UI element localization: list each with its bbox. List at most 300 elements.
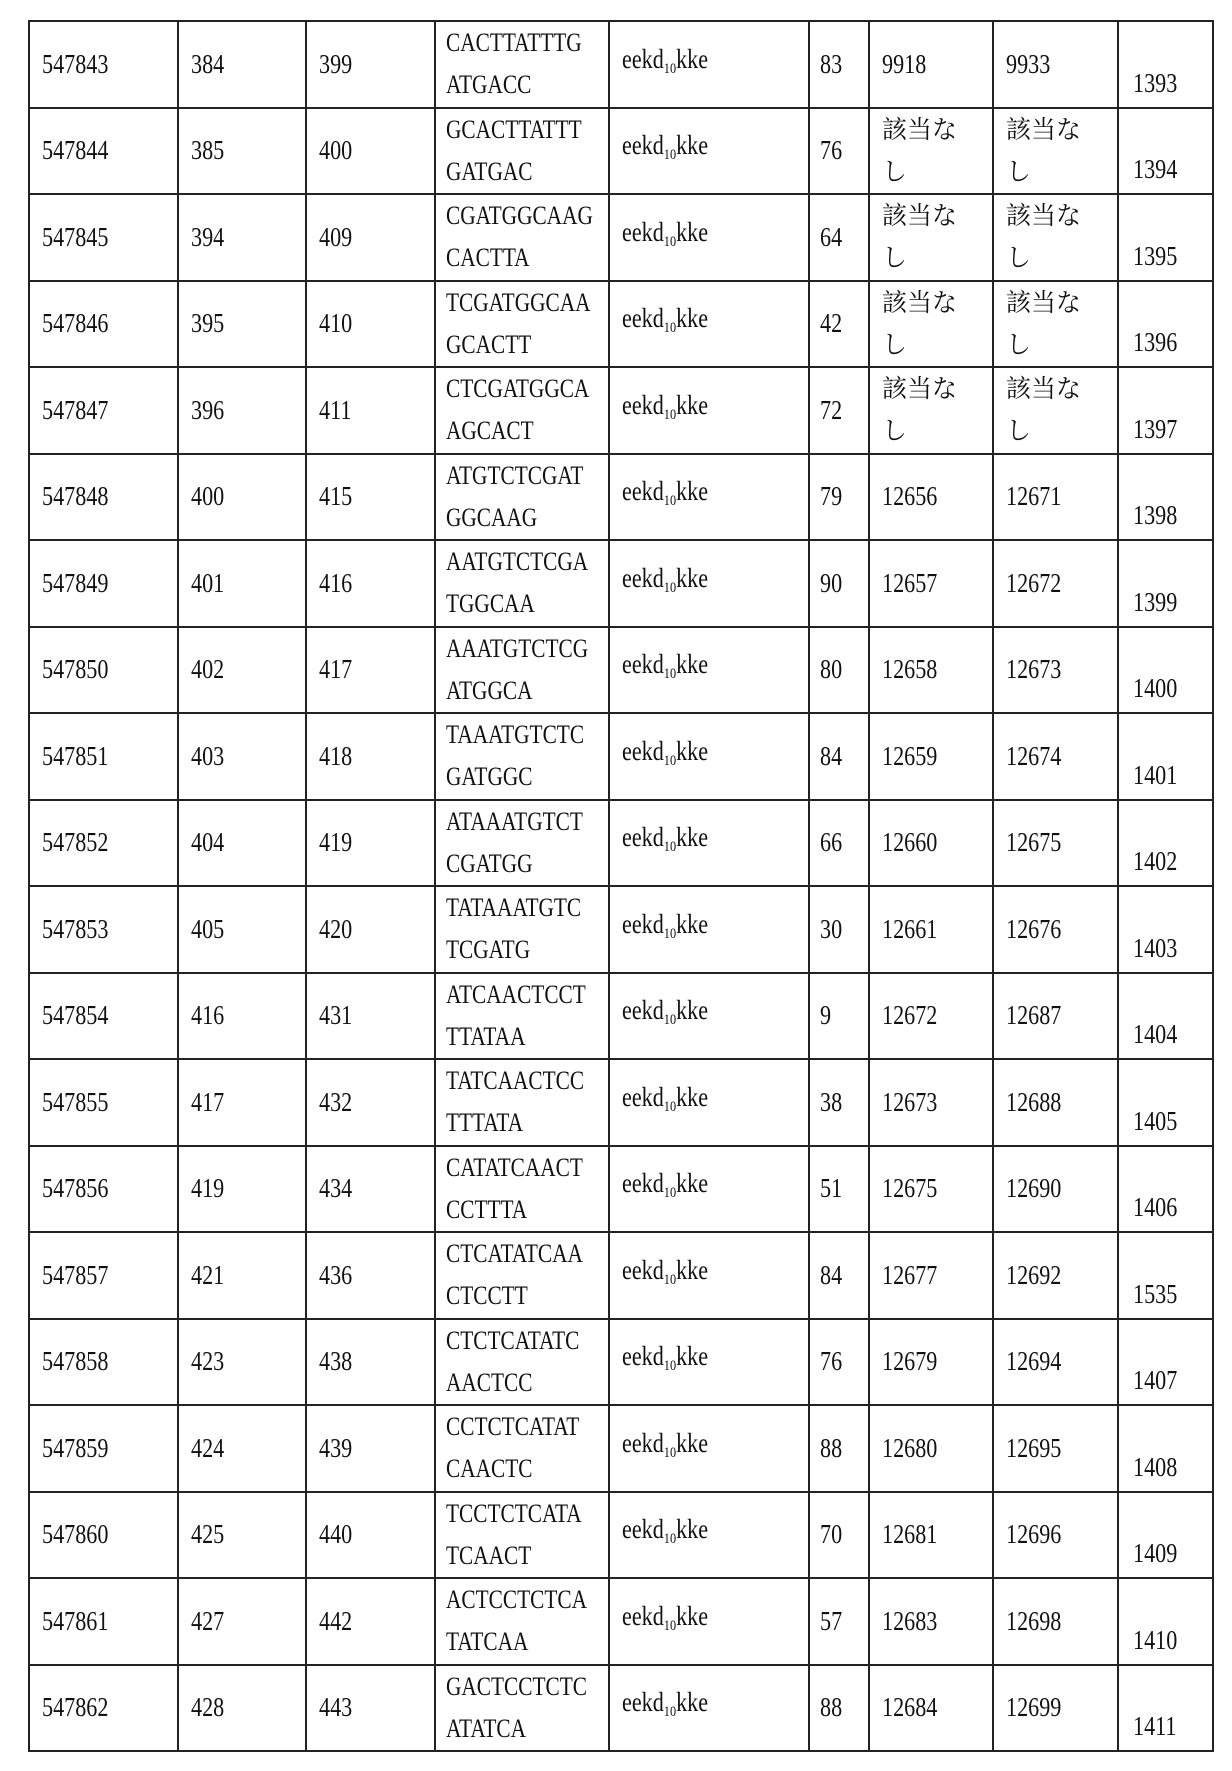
motif-subscript: 10 (664, 1358, 676, 1374)
target-stop-site: 12698 (1006, 1600, 1061, 1643)
seq-id-no: 1403 (1133, 927, 1177, 970)
isis-id-cell (29, 1665, 178, 1752)
motif-suffix: kke (676, 38, 708, 81)
sequence-line-1: CTCTCATATC (446, 1320, 579, 1362)
motif-subscript: 10 (664, 1012, 676, 1028)
sequence-line-1: CCTCTCATAT (446, 1406, 579, 1448)
table-row (29, 281, 1213, 368)
target-stop-cell (993, 627, 1118, 714)
target-stop-site: 該当なし (1006, 368, 1086, 452)
stop-cell (306, 886, 435, 973)
inhibition-percent: 57 (820, 1600, 842, 1643)
start-cell (178, 1059, 306, 1146)
target-stop-site: 12673 (1006, 648, 1061, 691)
start-site: 395 (191, 302, 224, 345)
stop-cell (306, 713, 435, 800)
stop-site: 416 (319, 562, 352, 605)
target-stop-cell (993, 886, 1118, 973)
isis-id-cell (29, 713, 178, 800)
motif-subscript: 10 (664, 1618, 676, 1634)
isis-id: 547849 (42, 562, 108, 605)
start-cell (178, 194, 306, 281)
isis-id-cell (29, 1319, 178, 1406)
inhibition-percent: 84 (820, 1254, 842, 1297)
target-stop-cell (993, 1232, 1118, 1319)
target-stop-cell (993, 1059, 1118, 1146)
seq-id-cell (1118, 540, 1213, 627)
motif-cell (609, 973, 809, 1060)
isis-id-cell (29, 1232, 178, 1319)
seq-id-cell (1118, 1319, 1213, 1406)
start-site: 427 (191, 1600, 224, 1643)
chemistry-motif (622, 124, 708, 177)
target-stop-site: 12695 (1006, 1427, 1061, 1470)
inhibition-percent: 88 (820, 1686, 842, 1729)
motif-suffix: kke (676, 297, 708, 340)
start-cell (178, 1319, 306, 1406)
motif-prefix: eekd (622, 557, 664, 600)
motif-cell (609, 800, 809, 887)
target-start-site: 12684 (882, 1686, 937, 1729)
motif-suffix: kke (676, 557, 708, 600)
stop-site: 409 (319, 216, 352, 259)
start-cell (178, 21, 306, 108)
isis-id: 547862 (42, 1686, 108, 1729)
stop-cell (306, 194, 435, 281)
seq-id-cell (1118, 1059, 1213, 1146)
seq-id-cell (1118, 21, 1213, 108)
chemistry-motif (622, 730, 708, 783)
isis-id-cell (29, 367, 178, 454)
motif-prefix: eekd (622, 1422, 664, 1465)
inhibition-percent: 38 (820, 1081, 842, 1124)
motif-prefix: eekd (622, 1249, 664, 1292)
isis-id-cell (29, 194, 178, 281)
target-start-site: 12679 (882, 1340, 937, 1383)
stop-cell (306, 1146, 435, 1233)
seq-id-no: 1404 (1133, 1013, 1177, 1056)
motif-suffix: kke (676, 1595, 708, 1638)
stop-site: 399 (319, 43, 352, 86)
sequence-line-1: CACTTATTTG (446, 22, 579, 64)
motif-subscript: 10 (664, 234, 676, 250)
table-row (29, 21, 1213, 108)
sequence-line-1: TAAATGTCTC (446, 714, 579, 756)
motif-suffix: kke (676, 1249, 708, 1292)
isis-id: 547851 (42, 735, 108, 778)
sequence-line-2: GATGGC (446, 756, 579, 798)
sequence-cell (435, 21, 609, 108)
seq-id-no: 1409 (1133, 1532, 1177, 1575)
motif-cell (609, 1146, 809, 1233)
target-start-site: 12683 (882, 1600, 937, 1643)
start-cell (178, 1578, 306, 1665)
sequence-line-1: CTCATATCAA (446, 1233, 579, 1275)
target-stop-cell (993, 1319, 1118, 1406)
target-stop-cell (993, 1146, 1118, 1233)
seq-id-cell (1118, 281, 1213, 368)
seq-id-cell (1118, 886, 1213, 973)
stop-site: 443 (319, 1686, 352, 1729)
stop-cell (306, 1665, 435, 1752)
motif-subscript: 10 (664, 1445, 676, 1461)
target-start-cell (869, 1319, 993, 1406)
start-site: 417 (191, 1081, 224, 1124)
start-cell (178, 886, 306, 973)
target-stop-site: 9933 (1006, 43, 1050, 86)
inhibition-percent: 51 (820, 1167, 842, 1210)
motif-suffix: kke (676, 470, 708, 513)
sequence-cell (435, 627, 609, 714)
isis-id-cell (29, 973, 178, 1060)
seq-id-no: 1393 (1133, 62, 1177, 105)
seq-id-cell (1118, 454, 1213, 541)
isis-id: 547846 (42, 302, 108, 345)
motif-cell (609, 1492, 809, 1579)
inhibition-percent-cell (809, 1146, 869, 1233)
sequence-cell (435, 1665, 609, 1752)
isis-id: 547853 (42, 908, 108, 951)
table-row (29, 540, 1213, 627)
inhibition-percent: 70 (820, 1513, 842, 1556)
motif-cell (609, 540, 809, 627)
sequence-line-1: ATGTCTCGAT (446, 455, 579, 497)
isis-id-cell (29, 21, 178, 108)
target-stop-site: 12671 (1006, 475, 1061, 518)
target-start-site: 12656 (882, 475, 937, 518)
target-start-cell (869, 1492, 993, 1579)
motif-prefix: eekd (622, 730, 664, 773)
seq-id-no: 1394 (1133, 148, 1177, 191)
start-site: 394 (191, 216, 224, 259)
target-start-cell (869, 627, 993, 714)
target-start-cell (869, 886, 993, 973)
motif-suffix: kke (676, 1162, 708, 1205)
target-stop-site: 12690 (1006, 1167, 1061, 1210)
table-row (29, 1405, 1213, 1492)
target-stop-cell (993, 1578, 1118, 1665)
sequence-line-1: GCACTTATTT (446, 109, 579, 151)
target-stop-site: 12687 (1006, 994, 1061, 1037)
inhibition-percent: 42 (820, 302, 842, 345)
chemistry-motif (622, 1681, 708, 1734)
chemistry-motif (622, 1595, 708, 1648)
start-site: 424 (191, 1427, 224, 1470)
target-start-site: 該当なし (882, 368, 962, 452)
target-start-cell (869, 713, 993, 800)
target-start-site: 9918 (882, 43, 926, 86)
isis-id: 547858 (42, 1340, 108, 1383)
isis-id: 547860 (42, 1513, 108, 1556)
target-start-cell (869, 540, 993, 627)
motif-prefix: eekd (622, 297, 664, 340)
seq-id-no: 1402 (1133, 840, 1177, 883)
motif-prefix: eekd (622, 384, 664, 427)
table-row (29, 886, 1213, 973)
isis-id-cell (29, 1059, 178, 1146)
motif-suffix: kke (676, 1681, 708, 1724)
target-stop-site: 12672 (1006, 562, 1061, 605)
sequence-line-2: CCTTTA (446, 1189, 579, 1231)
motif-suffix: kke (676, 816, 708, 859)
stop-cell (306, 1232, 435, 1319)
inhibition-percent: 88 (820, 1427, 842, 1470)
chemistry-motif (622, 1335, 708, 1388)
sequence-line-2: CTCCTT (446, 1275, 579, 1317)
target-start-cell (869, 1146, 993, 1233)
start-cell (178, 281, 306, 368)
table-row (29, 1232, 1213, 1319)
inhibition-percent-cell (809, 627, 869, 714)
isis-id: 547848 (42, 475, 108, 518)
inhibition-percent-cell (809, 886, 869, 973)
target-stop-site: 該当なし (1006, 109, 1086, 193)
target-stop-cell (993, 800, 1118, 887)
start-cell (178, 800, 306, 887)
motif-subscript: 10 (664, 839, 676, 855)
seq-id-no: 1396 (1133, 321, 1177, 364)
target-stop-cell (993, 973, 1118, 1060)
motif-subscript: 10 (664, 407, 676, 423)
sequence-line-2: TTTATA (446, 1102, 579, 1144)
target-stop-site: 12675 (1006, 821, 1061, 864)
sequence-line-2: CAACTC (446, 1448, 579, 1490)
start-site: 403 (191, 735, 224, 778)
chemistry-motif (622, 384, 708, 437)
inhibition-percent: 80 (820, 648, 842, 691)
seq-id-no: 1400 (1133, 667, 1177, 710)
start-cell (178, 367, 306, 454)
target-stop-cell (993, 21, 1118, 108)
target-stop-site: 12699 (1006, 1686, 1061, 1729)
start-site: 384 (191, 43, 224, 86)
target-stop-site: 12694 (1006, 1340, 1061, 1383)
stop-cell (306, 1492, 435, 1579)
start-site: 385 (191, 129, 224, 172)
table-row (29, 1665, 1213, 1752)
target-stop-site: 12676 (1006, 908, 1061, 951)
seq-id-cell (1118, 1492, 1213, 1579)
target-start-site: 12658 (882, 648, 937, 691)
inhibition-percent: 83 (820, 43, 842, 86)
chemistry-motif (622, 557, 708, 610)
isis-id: 547850 (42, 648, 108, 691)
isis-id: 547847 (42, 389, 108, 432)
motif-prefix: eekd (622, 1335, 664, 1378)
motif-cell (609, 1232, 809, 1319)
start-cell (178, 108, 306, 195)
inhibition-percent-cell (809, 1405, 869, 1492)
table-row (29, 108, 1213, 195)
target-start-cell (869, 281, 993, 368)
target-start-site: 12660 (882, 821, 937, 864)
chemistry-motif (622, 989, 708, 1042)
motif-suffix: kke (676, 730, 708, 773)
sequence-cell (435, 886, 609, 973)
seq-id-no: 1395 (1133, 235, 1177, 278)
stop-cell (306, 1578, 435, 1665)
isis-id-cell (29, 540, 178, 627)
table-row (29, 1059, 1213, 1146)
isis-id: 547844 (42, 129, 108, 172)
motif-cell (609, 1578, 809, 1665)
motif-subscript: 10 (664, 1531, 676, 1547)
sequence-line-2: TATCAA (446, 1621, 579, 1663)
target-start-cell (869, 1578, 993, 1665)
chemistry-motif (622, 38, 708, 91)
start-site: 423 (191, 1340, 224, 1383)
inhibition-percent-cell (809, 1232, 869, 1319)
start-cell (178, 1665, 306, 1752)
target-start-site: 該当なし (882, 195, 962, 279)
start-site: 402 (191, 648, 224, 691)
isis-id: 547861 (42, 1600, 108, 1643)
chemistry-motif (622, 297, 708, 350)
stop-site: 411 (319, 389, 351, 432)
chemistry-motif (622, 1422, 708, 1475)
sequence-cell (435, 1232, 609, 1319)
start-site: 405 (191, 908, 224, 951)
table-row (29, 367, 1213, 454)
motif-cell (609, 1319, 809, 1406)
target-stop-cell (993, 281, 1118, 368)
motif-subscript: 10 (664, 580, 676, 596)
motif-suffix: kke (676, 1508, 708, 1551)
chemistry-motif (622, 643, 708, 696)
motif-cell (609, 367, 809, 454)
sequence-line-1: AAATGTCTCG (446, 628, 579, 670)
start-cell (178, 1146, 306, 1233)
target-start-site: 12659 (882, 735, 937, 778)
target-start-cell (869, 800, 993, 887)
motif-cell (609, 1059, 809, 1146)
sequence-cell (435, 108, 609, 195)
isis-id: 547845 (42, 216, 108, 259)
sequence-line-2: ATGACC (446, 64, 579, 106)
isis-id-cell (29, 108, 178, 195)
target-stop-cell (993, 1665, 1118, 1752)
stop-cell (306, 108, 435, 195)
inhibition-percent-cell (809, 1319, 869, 1406)
sequence-line-2: AACTCC (446, 1362, 579, 1404)
motif-prefix: eekd (622, 211, 664, 254)
sequence-line-2: TGGCAA (446, 583, 579, 625)
motif-subscript: 10 (664, 1272, 676, 1288)
chemistry-motif (622, 1508, 708, 1561)
target-start-site: 12661 (882, 908, 937, 951)
target-start-cell (869, 1665, 993, 1752)
sequence-line-2: TCAACT (446, 1535, 579, 1577)
table-row (29, 194, 1213, 281)
inhibition-percent-cell (809, 281, 869, 368)
seq-id-cell (1118, 973, 1213, 1060)
motif-subscript: 10 (664, 753, 676, 769)
motif-subscript: 10 (664, 1185, 676, 1201)
isis-id-cell (29, 281, 178, 368)
inhibition-percent-cell (809, 367, 869, 454)
isis-id-cell (29, 1492, 178, 1579)
sequence-line-2: CACTTA (446, 237, 579, 279)
motif-subscript: 10 (664, 1704, 676, 1720)
sequence-cell (435, 367, 609, 454)
stop-site: 439 (319, 1427, 352, 1470)
target-start-cell (869, 194, 993, 281)
sequence-line-1: CTCGATGGCA (446, 368, 579, 410)
inhibition-percent-cell (809, 973, 869, 1060)
sequence-line-1: TATCAACTCC (446, 1060, 579, 1102)
stop-site: 431 (319, 994, 352, 1037)
stop-cell (306, 281, 435, 368)
start-cell (178, 973, 306, 1060)
target-start-cell (869, 1232, 993, 1319)
seq-id-cell (1118, 800, 1213, 887)
inhibition-percent: 64 (820, 216, 842, 259)
target-start-site: 12675 (882, 1167, 937, 1210)
chemistry-motif (622, 1076, 708, 1129)
motif-prefix: eekd (622, 1508, 664, 1551)
sequence-line-2: CGATGG (446, 843, 579, 885)
isis-id: 547854 (42, 994, 108, 1037)
motif-prefix: eekd (622, 124, 664, 167)
stop-site: 400 (319, 129, 352, 172)
target-start-cell (869, 1405, 993, 1492)
sequence-line-2: ATATCA (446, 1708, 579, 1750)
sequence-line-1: CGATGGCAAG (446, 195, 579, 237)
table-row (29, 713, 1213, 800)
motif-prefix: eekd (622, 1681, 664, 1724)
motif-prefix: eekd (622, 1076, 664, 1119)
inhibition-percent-cell (809, 1578, 869, 1665)
sequence-line-2: TCGATG (446, 929, 579, 971)
sequence-line-2: GATGAC (446, 151, 579, 193)
target-stop-cell (993, 108, 1118, 195)
target-stop-site: 12674 (1006, 735, 1061, 778)
motif-prefix: eekd (622, 1595, 664, 1638)
chemistry-motif (622, 470, 708, 523)
stop-site: 434 (319, 1167, 352, 1210)
seq-id-no: 1410 (1133, 1619, 1177, 1662)
sequence-cell (435, 281, 609, 368)
target-stop-site: 該当なし (1006, 195, 1086, 279)
start-site: 401 (191, 562, 224, 605)
motif-prefix: eekd (622, 470, 664, 513)
motif-cell (609, 627, 809, 714)
target-stop-cell (993, 540, 1118, 627)
isis-id-cell (29, 886, 178, 973)
inhibition-percent-cell (809, 1665, 869, 1752)
start-site: 404 (191, 821, 224, 864)
sequence-line-2: GGCAAG (446, 497, 579, 539)
stop-site: 420 (319, 908, 352, 951)
motif-suffix: kke (676, 211, 708, 254)
sequence-cell (435, 1578, 609, 1665)
stop-site: 417 (319, 648, 352, 691)
chemistry-motif (622, 1162, 708, 1215)
inhibition-percent-cell (809, 540, 869, 627)
inhibition-percent: 76 (820, 1340, 842, 1383)
inhibition-percent-cell (809, 1059, 869, 1146)
motif-cell (609, 1665, 809, 1752)
motif-suffix: kke (676, 1076, 708, 1119)
inhibition-percent: 9 (820, 994, 831, 1037)
seq-id-no: 1399 (1133, 581, 1177, 624)
motif-subscript: 10 (664, 1099, 676, 1115)
stop-cell (306, 1319, 435, 1406)
seq-id-cell (1118, 1405, 1213, 1492)
table-row (29, 1146, 1213, 1233)
isis-id-cell (29, 1146, 178, 1233)
isis-id-cell (29, 1578, 178, 1665)
